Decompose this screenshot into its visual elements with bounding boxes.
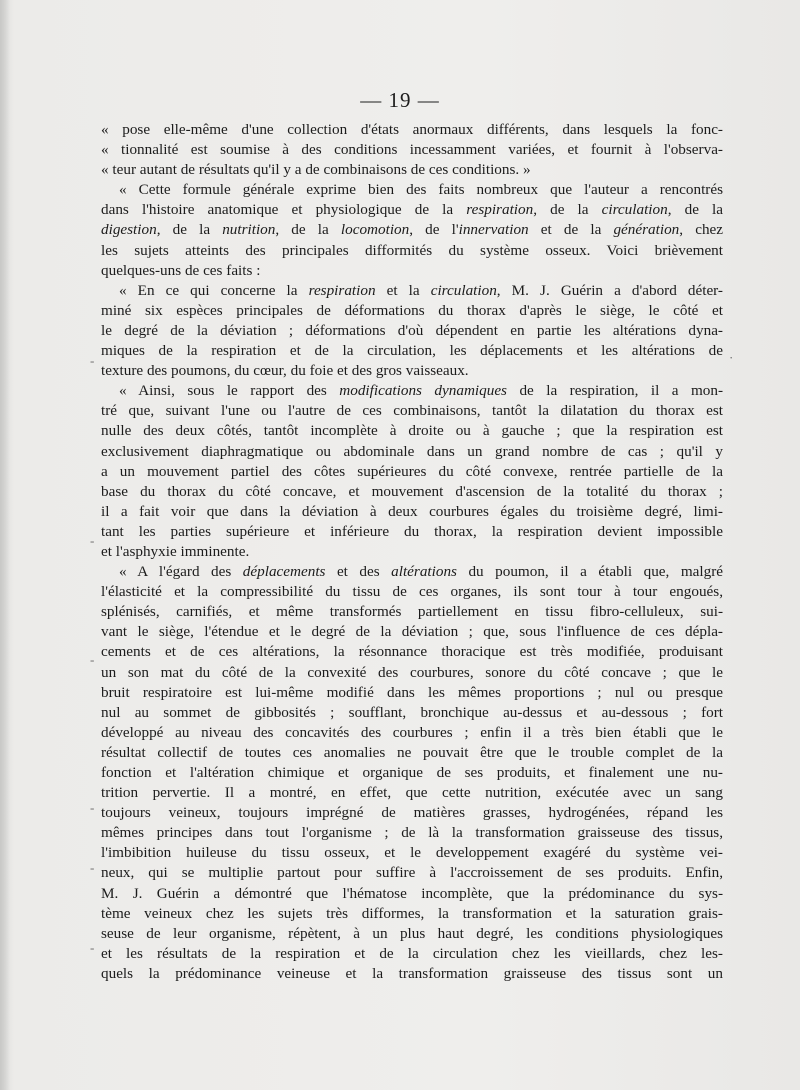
text-line [101, 442, 723, 462]
italic-term: circulation [601, 201, 668, 219]
text-segment: neux, qui se multiplie partout pour suffire à l'accroissement de ses produits. Enfin, [101, 864, 723, 882]
text-line [101, 944, 723, 964]
text-line [101, 482, 723, 502]
text-segment: , de la [667, 201, 723, 219]
margin-mark: - [90, 800, 95, 815]
margin-mark: - [90, 940, 95, 955]
text-segment: , de la [533, 201, 602, 219]
text-segment: base du thorax du côté concave, et mouvement d'ascension de la totalité du thorax ; [101, 482, 723, 500]
italic-term: génération [613, 221, 680, 239]
text-line [101, 341, 723, 361]
text-segment: miné six espèces principales de déformations du thorax d'après le siège, le côté et [101, 301, 723, 319]
text-segment: texture des poumons, du cœur, du foie et des gros vaisseaux. [101, 362, 469, 380]
text-line [101, 421, 723, 441]
text-segment: dans l'histoire anatomique et physiologique de la [101, 201, 467, 219]
text-line [101, 401, 723, 421]
italic-term: modifications dynamiques [339, 382, 507, 400]
italic-term: nutrition [222, 221, 276, 239]
text-line [101, 642, 723, 662]
text-segment: résultat collectif de toutes ces anomalies ne pouvait être que le trouble complet de la [101, 743, 723, 761]
text-segment: il a fait voir que dans la déviation à deux courbures égales du troisième degré, limi- [101, 502, 723, 520]
body-text [101, 120, 723, 984]
margin-mark: - [90, 860, 95, 875]
text-line [101, 743, 723, 763]
text-segment: mêmes principes dans tout l'organisme ; de là la transformation graisseuse des tissus, [101, 824, 723, 842]
text-line [101, 723, 723, 743]
text-segment: l'élasticité et la compressibilité du tissu de ces organes, ils sont tour à tour engoués, [101, 583, 723, 601]
text-line [101, 663, 723, 683]
text-line [101, 622, 723, 642]
text-segment: nulle des deux côtés, tantôt incomplète à droite ou à gauche ; que la respiration est [101, 422, 723, 440]
text-line [101, 602, 723, 622]
italic-term: locomotion [340, 221, 410, 239]
italic-term: circulation [430, 281, 497, 299]
text-segment: et l'asphyxie imminente. [101, 542, 250, 560]
text-segment: de la respiration, il a mon- [506, 382, 723, 400]
text-segment: toujours veineux, toujours imprégné de matières grasses, hydrogénées, répand les [101, 804, 723, 822]
text-segment: quelques-uns de ces faits : [101, 261, 261, 279]
text-segment: « pose elle-même d'une collection d'états anormaux différents, dans lesquels la fonc- [101, 121, 723, 138]
text-line [101, 462, 723, 482]
text-segment: cements et de ces altérations, la résonnance thoracique est très modifiée, produisant [101, 643, 723, 661]
text-line [101, 301, 723, 321]
margin-mark: - [90, 533, 95, 548]
margin-mark: - [90, 652, 95, 667]
text-line [101, 863, 723, 883]
text-line [101, 683, 723, 703]
text-segment: vant le siège, l'étendue et le degré de la déviation ; que, sous l'influence de ces dépla- [101, 623, 723, 641]
page-number: — 19 — [360, 88, 440, 112]
text-segment: nul au sommet de gibbosités ; soufflant, bronchique au-dessus et au-dessous ; fort [101, 703, 723, 721]
text-segment: trition pervertie. Il a montré, en effet, que cette nutrition, exécutée avec un sang [101, 784, 723, 802]
text-segment: et les résultats de la respiration et de la circulation chez les vieillards, chez les- [101, 944, 723, 962]
text-line [101, 321, 723, 341]
text-segment: « Ainsi, sous le rapport des [119, 382, 340, 400]
text-line [101, 823, 723, 843]
text-segment: miques de la respiration et de la circulation, les déplacements et les altérations de [101, 342, 723, 360]
text-segment: tré que, suivant l'une ou l'autre de ces combinaisons, tantôt la dilatation du thorax est [101, 402, 723, 420]
text-line [101, 120, 723, 140]
text-line [101, 261, 723, 281]
text-line [101, 843, 723, 863]
text-segment: exclusivement diaphragmatique ou abdominale dans un grand nombre de cas ; qu'il y [101, 442, 723, 460]
italic-term: digestion [101, 221, 157, 239]
text-line [101, 180, 723, 200]
text-segment: tant les parties supérieure et inférieure du thorax, la respiration devient impossible [101, 522, 723, 540]
text-segment: « Cette formule générale exprime bien des faits nombreux que l'auteur a rencontrés [119, 181, 723, 199]
italic-term: innervation [458, 221, 529, 239]
text-segment: seuse de leur organisme, répètent, à un plus haut degré, les conditions physiologiques [101, 924, 723, 942]
text-segment: , de la [156, 221, 223, 239]
text-segment: l'imbibition huileuse du tissu osseux, et le developpement exagéré du système vei- [101, 844, 723, 862]
text-line [101, 220, 723, 240]
text-segment: et de la [528, 221, 614, 239]
text-segment: a un mouvement partiel des côtes supérieures du côté convexe, rentrée partielle de la [101, 462, 723, 480]
text-segment: splénisés, carnifiés, et même transformés partiellement en tissu fibro-celluleux, sui- [101, 603, 723, 621]
margin-mark: - [90, 353, 95, 368]
text-segment: tème veineux chez les sujets très difformes, la transformation et la saturation grais- [101, 904, 723, 922]
text-line [101, 884, 723, 904]
text-line [101, 964, 723, 984]
text-segment: et des [325, 563, 392, 581]
binding-shadow [0, 0, 10, 1090]
text-line [101, 361, 723, 381]
text-segment: quels la prédominance veineuse et la transformation graisseuse des tissus sont un [101, 964, 723, 982]
italic-term: déplacements [242, 563, 326, 581]
text-segment: , de la [275, 221, 341, 239]
italic-term: altérations [391, 563, 457, 581]
text-line [101, 542, 723, 562]
text-segment: fonction et l'altération chimique et organique de ses produits, et finalement une nu- [101, 764, 723, 781]
text-segment: « tionnalité est soumise à des conditions incessamment variées, et fournit à l'observa- [101, 141, 723, 159]
text-line [101, 562, 723, 582]
text-line [101, 281, 723, 301]
text-segment: un son mat du côté de la convexité des courbures, sonore du côté concave ; que le [101, 663, 723, 681]
text-line [101, 241, 723, 261]
text-segment: « En ce qui concerne la [119, 281, 309, 299]
text-line [101, 582, 723, 602]
text-segment: et la [375, 281, 431, 299]
text-segment: « A l'égard des [119, 563, 243, 581]
text-line [101, 140, 723, 160]
margin-mark: · [729, 350, 734, 365]
text-line [101, 904, 723, 924]
text-line [101, 763, 723, 783]
text-segment: « teur autant de résultats qu'il y a de combinaisons de ces conditions. » [101, 161, 531, 179]
text-segment: , M. J. Guérin a d'abord déter- [496, 281, 723, 299]
text-segment: bruit respiratoire est lui-même modifié dans les mêmes proportions ; nul ou presque [101, 683, 723, 701]
text-segment: développé au niveau des concavités des courbures ; enfin il a très bien établi que le [101, 723, 723, 741]
text-line [101, 200, 723, 220]
text-line [101, 381, 723, 401]
text-line [101, 783, 723, 803]
text-line [101, 522, 723, 542]
text-segment: M. J. Guérin a démontré que l'hématose incomplète, que la prédominance du sys- [101, 884, 723, 902]
text-segment: les sujets atteints des principales difformités du système osseux. Voici brièvement [101, 241, 723, 259]
text-segment: , de l' [409, 221, 459, 239]
text-segment: , chez [679, 221, 723, 239]
text-line [101, 924, 723, 944]
text-line [101, 160, 723, 180]
text-line [101, 502, 723, 522]
text-line [101, 703, 723, 723]
text-segment: le degré de la déviation ; déformations d'où dépendent en partie les altérations dyna- [101, 321, 723, 339]
text-line [101, 803, 723, 823]
text-segment: du poumon, il a établi que, malgré [456, 563, 723, 581]
italic-term: respiration [308, 281, 376, 299]
italic-term: respiration [466, 201, 534, 219]
